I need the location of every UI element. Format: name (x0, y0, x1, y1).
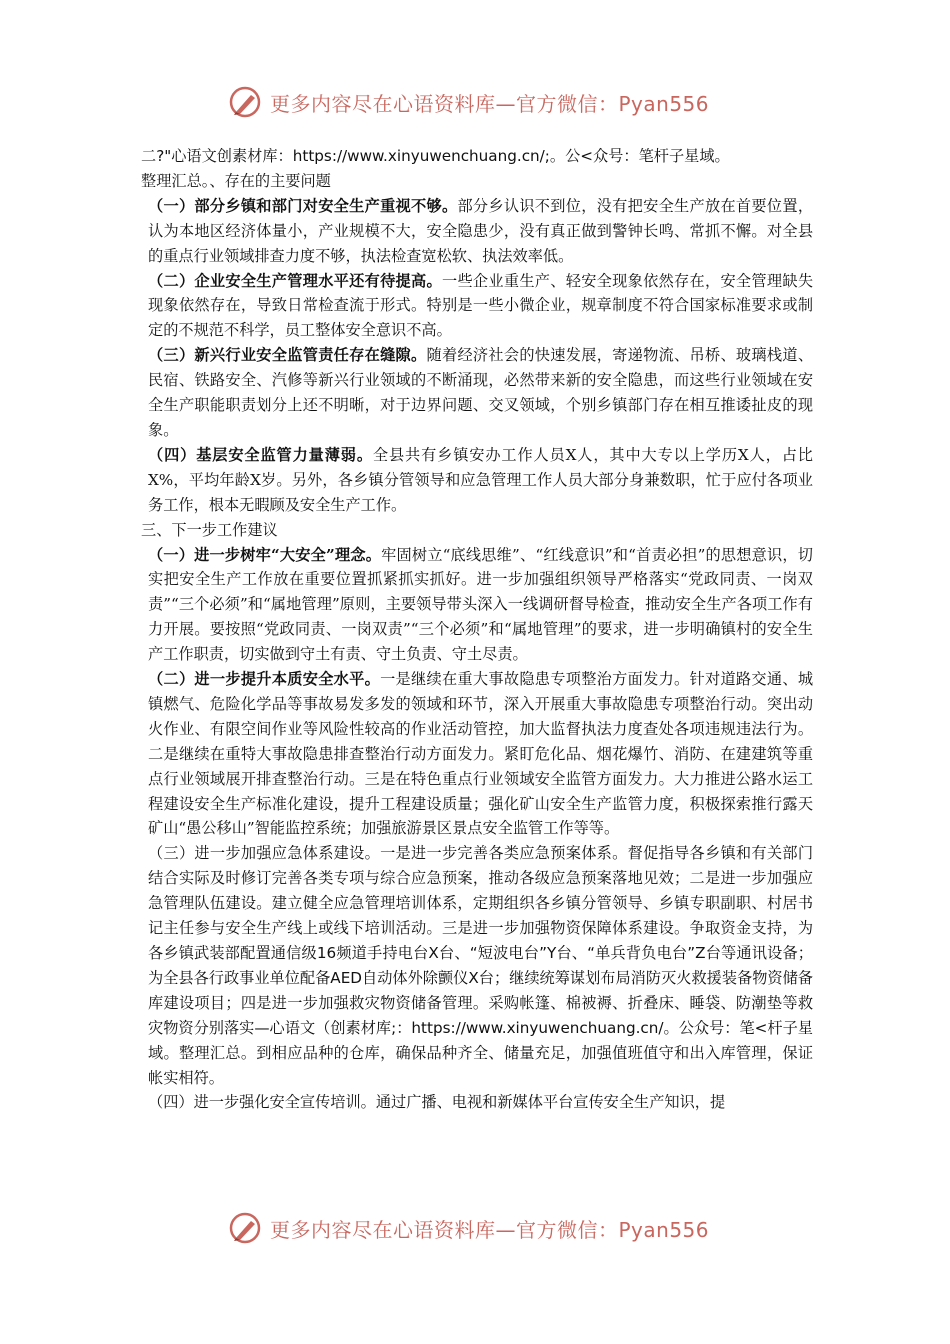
footer-banner (228, 1208, 709, 1248)
paragraph (141, 269, 813, 344)
pen-logo-icon (228, 85, 262, 119)
paragraph-heading: （一）进一步树牢“大安全”理念。 (148, 545, 382, 564)
paragraph (141, 543, 813, 668)
paragraph-text: 一些企业重生产、轻安全现象依然存在，安全管理缺失现象依然存在，导致日常检查流于形式。特别是一些小微企业，规章制度不符合国家标准要求或制定的不规范不科学，员工整体安全意识不高。 (148, 271, 814, 340)
paragraph-heading: （三）新兴行业安全监管责任存在缝隙。 (148, 346, 427, 365)
paragraph-text: 牢固树立“底线思维”、“红线意识”和“首责必担”的思想意识，切实把安全生产工作放在重要位置抓紧抓实抓好。进一步加强组织领导严格落实“党政同责、一岗双责”“三个必须”和“属地管理”原则，主要领导带头深入一线调研督导检查，推动安全生产各项工作有力开展。要按照“党政同责、一岗双责”“三个必须”和“属地管理”的要求，进一步明确镇村的安全生产工作职责，切实做到守土有责、守土负责、守土尽责。 (148, 545, 813, 664)
paragraph-heading: （一）部分乡镇和部门对安全生产重视不够。 (148, 196, 458, 215)
paragraph (141, 443, 813, 518)
pen-logo-icon (228, 1211, 262, 1245)
paragraph-text: 部分乡认识不到位，没有把安全生产放在首要位置，认为本地区经济体量小，产业规模不大，安全隐患少，没有真正做到警钟长鸣、常抓不懈。对全县的重点行业领域排查力度不够，执法检查宽松软、执法效率低。 (148, 196, 814, 265)
header-banner (228, 82, 709, 122)
paragraph (141, 194, 813, 269)
banner-text: 更多内容尽在心语资料库—官方微信：Pyan556 (270, 91, 710, 116)
paragraph: （三）进一步加强应急体系建设。一是进一步完善各类应急预案体系。督促指导各乡镇和有关部门结合实际及时修订完善各类专项与综合应急预案，推动各级应急预案落地见效；二是进一步加强应急管理队伍建设。建立健全应急管理培训体系，定期组织各乡镇分管领导、乡镇专职副职、村居书记主任参与安全生产线上或线下培训活动。三是进一步加强物资保障体系建设。争取资金支持，为各乡镇武装部配置通信级16频道手持电台X台、“短波电台”Y台、“单兵背负电台”Z台等通讯设备；为全县各行政事业单位配备AED自动体外除颤仪X台；继续统筹谋划布局消防灭火救援装备物资储备库建设项目；四是进一步加强救灾物资储备管理。采购帐篷、棉被褥、折叠床、睡袋、防潮垫等救灾物资分别落实—心语文（创素材库;：https://www.xinyuwenchuang.cn/。公众号：笔<杆子星域。整理汇总。到相应品种的仓库，确保品种齐全、储量充足，加强值班值守和出入库管理，保证帐实相符。 (148, 844, 813, 1087)
paragraph-text: 一是继续在重大事故隐患专项整治方面发力。针对道路交通、城镇燃气、危险化学品等事故易发多发的领域和环节，深入开展重大事故隐患专项整治行动。突出动火作业、有限空间作业等风险性较高的作业活动管控，加大监督执法力度查处各项违规违法行为。二是继续在重特大事故隐患排查整治行动方面发力。紧盯危化品、烟花爆竹、消防、在建建筑等重点行业领域展开排查整治行动。三是在特色重点行业领域安全监管方面发力。大力推进公路水运工程建设安全生产标准化建设，提升工程建设质量；强化矿山安全生产监管力度，积极探索推行露天矿山“愚公移山”智能监控系统；加强旅游景区景点安全监管工作等等。 (148, 670, 814, 838)
paragraph (141, 667, 813, 841)
document-body (141, 144, 813, 1115)
paragraph: （四）进一步强化安全宣传培训。通过广播、电视和新媒体平台宣传安全生产知识，提 (148, 1093, 726, 1112)
paragraph (141, 343, 813, 443)
paragraph-text: 随着经济社会的快速发展，寄递物流、吊桥、玻璃栈道、民宿、铁路安全、汽修等新兴行业领域的不断涌现，必然带来新的安全隐患，而这些行业领域在安全生产职能职责划分上还不明晰，对于边界问题、交叉领域，个别乡镇部门存在相互推诿扯皮的现象。 (148, 346, 814, 439)
intro-line: 二?"心语文创素材库：https://www.xinyuwenchuang.cn/;。公<众号：笔杆子星域。 (141, 147, 730, 165)
paragraph-heading: （二）企业安全生产管理水平还有待提高。 (148, 271, 442, 290)
paragraph-heading: （四）基层安全监管力量薄弱。 (148, 445, 373, 464)
section-heading: 整理汇总。、存在的主要问题 (141, 171, 331, 190)
paragraph-text: 全县共有乡镇安办工作人员X人，其中大专以上学历X人，占比X%，平均年龄X岁。另外，各乡镇分管领导和应急管理工作人员大部分身兼数职，忙于应付各项业务工作，根本无暇顾及安全生产工作。 (148, 445, 813, 514)
section-heading: 三、下一步工作建议 (141, 520, 278, 539)
paragraph-heading: （二）进一步提升本质安全水平。 (148, 670, 381, 689)
banner-text: 更多内容尽在心语资料库—官方微信：Pyan556 (270, 1217, 710, 1242)
